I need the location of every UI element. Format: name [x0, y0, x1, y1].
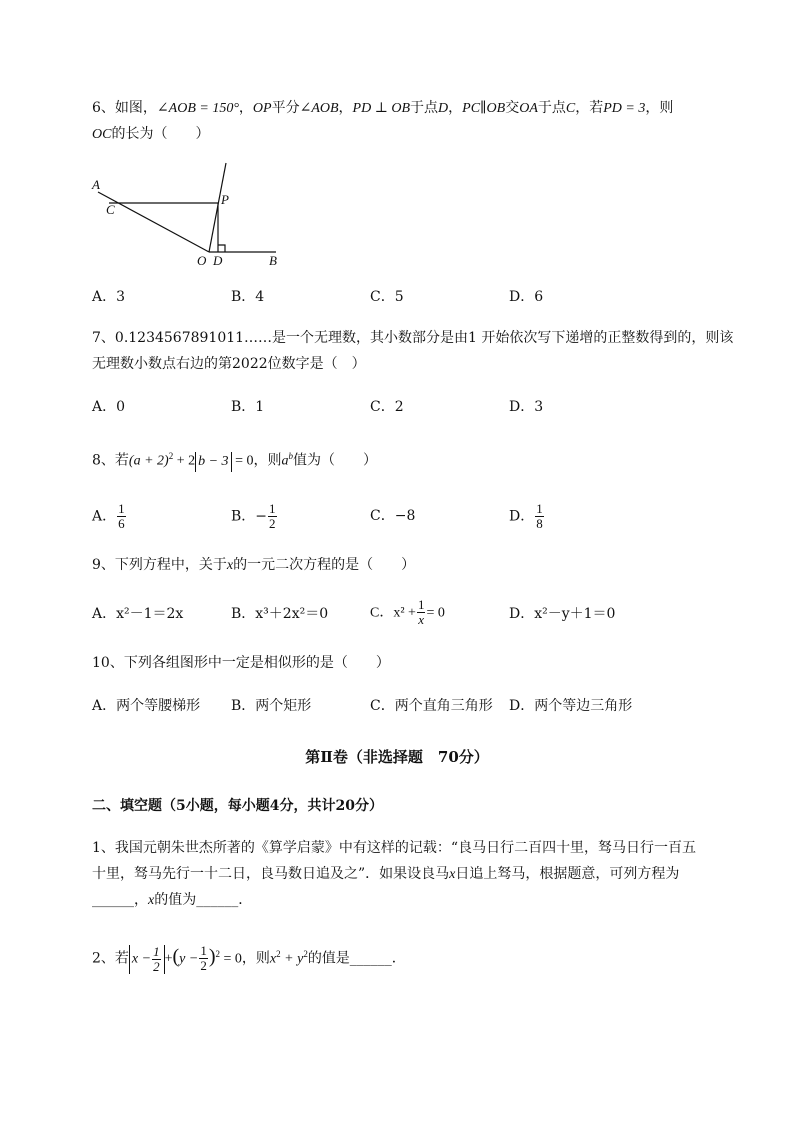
ray-oa — [98, 192, 209, 252]
q8-math: (a + 2) — [128, 453, 169, 469]
f2-text: 2、若 — [92, 950, 129, 967]
f1-line1: 1、我国元朝朱世杰所著的《算学启蒙》中有这样的记载：“良马日行二百四十里，驽马日行一百五 — [92, 840, 697, 856]
q6-math: OA — [519, 101, 538, 116]
f2-exponent: 2 — [303, 949, 308, 959]
q6-option-b[interactable]: B．4 — [231, 289, 265, 305]
f2-blank[interactable]: 的值是______． — [307, 950, 406, 967]
denominator: 8 — [536, 516, 543, 531]
f2-fraction-1 — [152, 945, 161, 974]
numerator: 1 — [200, 943, 207, 959]
numerator: 1 — [269, 501, 276, 516]
label-o: O — [197, 253, 207, 268]
denominator: 2 — [269, 516, 276, 531]
q9-text: 的一元二次方程的是（ ） — [233, 557, 416, 573]
q8-option-b[interactable] — [231, 502, 278, 531]
q8-text: 值为（ ） — [292, 452, 377, 469]
q6-math: OC — [92, 127, 112, 142]
q8-abs-expr: b − 3 — [195, 452, 231, 472]
q8-math-base: a — [281, 453, 289, 469]
q10-option-c[interactable]: C．两个直角三角形 — [370, 698, 493, 714]
part2-heading: 第Ⅱ卷（非选择题 70分） — [305, 748, 489, 766]
q7-option-d[interactable]: D．3 — [509, 399, 544, 415]
label-a: A — [92, 177, 100, 192]
f2-text: ，则 — [241, 950, 270, 967]
q6-text: ，则 — [645, 100, 674, 116]
q9-option-c-fraction — [417, 598, 426, 627]
q10-option-a[interactable]: A．两个等腰梯形 — [92, 698, 201, 714]
f2-math: x − — [131, 951, 152, 967]
q6-math-angle: ∠AOB = 150° — [156, 101, 239, 116]
q6-figure — [88, 158, 288, 270]
q6-math: D — [438, 101, 449, 116]
q7-stem-line1: 7、0.1234567891011……是一个无理数，其小数部分是由1 开始依次写下递增的正整数得到的，则该 — [92, 330, 734, 346]
q6-text: 平分 — [271, 100, 300, 116]
f1-text: 日追上驽马，根据题意，可列方程为 — [455, 866, 680, 882]
q8-math-exp: b — [288, 451, 293, 461]
q6-text: ， — [448, 100, 463, 116]
q7-option-c[interactable]: C．2 — [370, 399, 404, 415]
q9-stem — [92, 555, 415, 576]
q8-option-c[interactable]: C．−8 — [370, 508, 416, 524]
q6-math: PD ⊥ OB — [352, 101, 411, 116]
f2-math: y − — [179, 951, 199, 967]
f1-line3 — [92, 890, 252, 911]
q8-text: 8、若 — [92, 452, 129, 469]
f2-abs-expr — [129, 945, 165, 974]
q6-math: ∠AOB — [299, 101, 339, 116]
fill-blank-section-title: 二、填空题（5小题，每小题4分，共计20分） — [92, 798, 383, 814]
q8-option-b-label: B．− — [231, 508, 268, 525]
q9-option-b[interactable]: B．x³＋2x²＝0 — [231, 606, 329, 622]
q6-math: PD = 3 — [603, 101, 646, 116]
q8-text: ，则 — [253, 452, 282, 469]
q8-option-d-label: D． — [509, 508, 535, 525]
f2-plus: + — [164, 951, 173, 967]
q6-stem-line1 — [92, 98, 673, 119]
q7-option-a[interactable]: A．0 — [92, 399, 126, 415]
f1-blank-2[interactable]: 的值为______． — [154, 892, 253, 908]
q6-text: 于点 — [537, 100, 566, 116]
q8-math: + 2 — [173, 453, 196, 469]
q9-option-c[interactable] — [370, 598, 445, 627]
f1-text: 十里，驽马先行一十二日，良马数日追及之”．如果设良马 — [92, 866, 450, 882]
label-c: C — [106, 202, 115, 217]
q8-option-a[interactable] — [92, 502, 127, 531]
q6-text: 如图， — [114, 100, 157, 116]
denominator: x — [418, 612, 425, 627]
f1-line2 — [92, 864, 679, 885]
f2-exponent: 2 — [276, 949, 281, 959]
q8-option-b-fraction — [268, 502, 277, 531]
denominator: 2 — [153, 958, 160, 974]
q8-option-a-label: A． — [92, 508, 117, 525]
q6-math: C — [565, 101, 576, 116]
q6-text: 交 — [505, 100, 520, 116]
label-d: D — [213, 253, 223, 268]
f2-left-paren: ( — [172, 945, 180, 968]
q6-option-a[interactable]: A．3 — [92, 289, 126, 305]
q6-text: ，若 — [575, 100, 604, 116]
numerator: 1 — [536, 501, 543, 516]
q9-option-a[interactable]: A．x²－1＝2x — [92, 606, 184, 622]
q6-option-d[interactable]: D．6 — [509, 289, 544, 305]
label-p: P — [221, 192, 229, 207]
right-angle-mark — [218, 245, 225, 252]
f2-math: + y — [280, 951, 304, 967]
f1-blank-1[interactable]: ______， — [92, 892, 148, 908]
f2-fraction-2 — [199, 944, 208, 973]
q8-exponent: 2 — [168, 451, 174, 461]
f2-exponent: 2 — [215, 949, 221, 959]
label-b: B — [269, 253, 277, 268]
q8-stem — [92, 446, 377, 472]
q8-option-d-fraction — [535, 502, 544, 531]
f2-math: x — [269, 951, 277, 967]
q6-math: PC∥OB — [462, 101, 506, 116]
q6-math: OP — [252, 101, 272, 116]
f2-math: = 0 — [220, 951, 242, 967]
q9-option-d[interactable]: D．x²－y＋1＝0 — [509, 606, 616, 622]
q6-text: ， — [238, 100, 253, 116]
q6-option-c[interactable]: C．5 — [370, 289, 404, 305]
denominator: 2 — [200, 958, 207, 974]
q8-option-a-fraction — [117, 502, 126, 531]
q9-text: 9、下列方程中，关于 — [92, 557, 227, 573]
q9-option-c-tail: = 0 — [426, 605, 445, 621]
q7-stem-line2: 无理数小数点右边的第2022位数字是（ ） — [92, 356, 366, 372]
f1-math: x — [148, 893, 155, 908]
q10-option-b[interactable]: B．两个矩形 — [231, 698, 312, 714]
f2-stem — [92, 944, 406, 974]
numerator: 1 — [153, 943, 160, 959]
q10-stem: 10、下列各组图形中一定是相似形的是（ ） — [92, 655, 390, 671]
q9-option-c-label: C．x² + — [370, 605, 416, 621]
q6-stem-line2 — [92, 124, 209, 145]
denominator: 6 — [118, 516, 125, 531]
q6-text: 于点 — [410, 100, 439, 116]
numerator: 1 — [118, 501, 125, 516]
q8-math: = 0 — [231, 453, 254, 469]
f1-math: x — [449, 867, 456, 882]
q6-text: ， — [338, 100, 353, 116]
q7-option-b[interactable]: B．1 — [231, 399, 265, 415]
q6-text: 的长为（ ） — [111, 126, 210, 142]
q10-option-d[interactable]: D．两个等边三角形 — [509, 698, 633, 714]
q6-number: 6、 — [92, 100, 115, 116]
q9-math: x — [226, 558, 234, 573]
f2-right-paren: ) — [208, 945, 216, 968]
q8-option-d[interactable] — [509, 502, 545, 531]
numerator: 1 — [417, 597, 425, 612]
